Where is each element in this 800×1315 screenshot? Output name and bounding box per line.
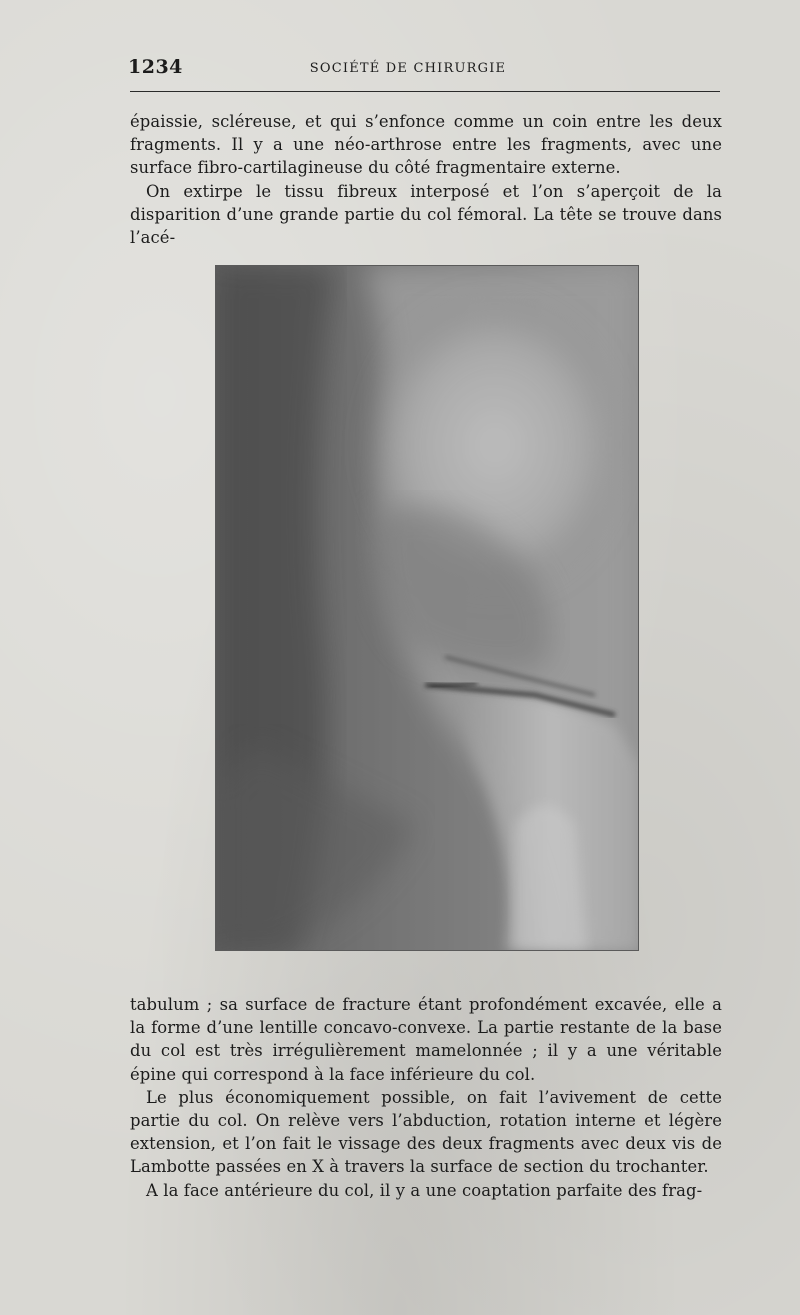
paragraph: Le plus économiquement possible, on fait l’avivement de cette partie du col. On relève vers l’abduction, rotation interne et légère extension, et l’on fait le vissage des deux fragments avec deux vis de Lambotte passées en X à travers la surface de section du trochanter. bbox=[130, 1087, 722, 1177]
paragraph: épaissie, scléreuse, et qui s’enfonce comme un coin entre les deux fragments. Il y a une néo-arthrose entre les fragments, avec une surface fibro-cartilagineuse du côté fragmentaire externe. bbox=[130, 112, 722, 178]
journal-title: SOCIÉTÉ DE CHIRURGIE bbox=[309, 61, 507, 76]
text-block-top bbox=[130, 110, 722, 249]
xray-figure bbox=[215, 265, 639, 951]
running-head bbox=[128, 56, 722, 80]
paragraph: A la face antérieure du col, il y a une coaptation parfaite des frag- bbox=[146, 1180, 703, 1200]
xray-photograph-icon bbox=[215, 265, 639, 951]
header-rule bbox=[130, 91, 720, 92]
paragraph: tabulum ; sa surface de fracture étant profondément excavée, elle a la forme d’une lentille concavo-convexe. La partie restante de la base du col est très irrégulièrement mamelonnée ; il y a une véritable épine qui correspond à la face inférieure du col. bbox=[130, 995, 722, 1084]
page-number: 1234 bbox=[128, 56, 183, 78]
paragraph: On extirpe le tissu fibreux interposé et l’on s’aperçoit de la disparition d’une grande partie du col fémoral. La tête se trouve dans l’acé- bbox=[130, 181, 722, 248]
text-block-bottom bbox=[130, 993, 722, 1202]
